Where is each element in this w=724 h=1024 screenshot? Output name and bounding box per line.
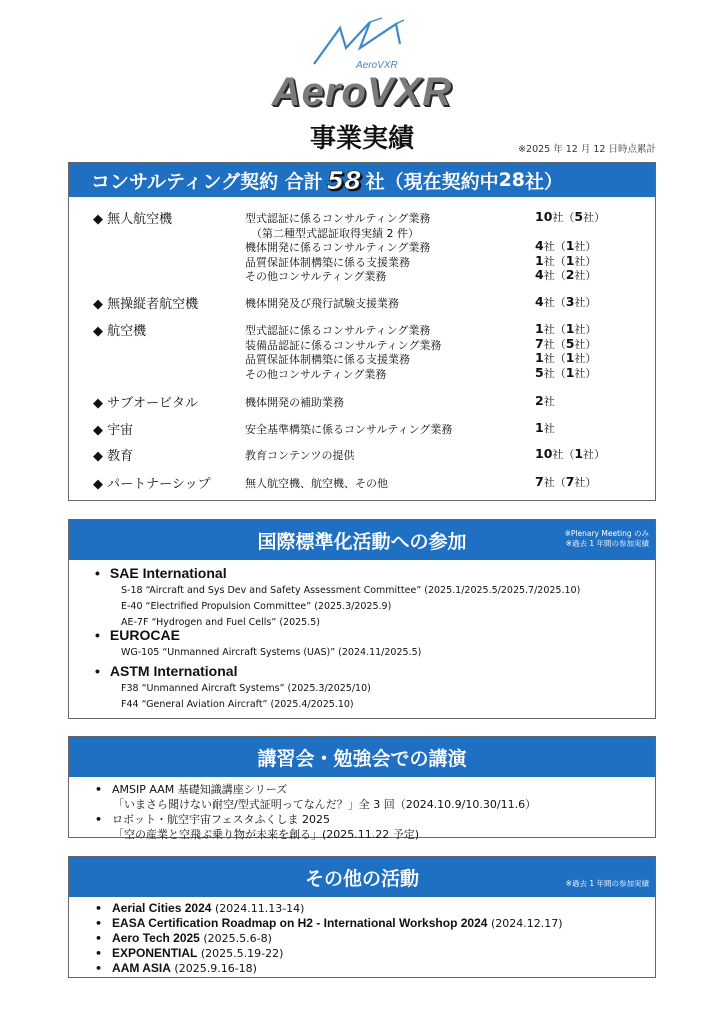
current-count-unit: 社 [574, 352, 586, 365]
activity-item [95, 916, 563, 930]
lecture-detail: 「いまさら聞けない耐空/型式証明ってなんだ？」全 3 回（2024.10.9/10.30/11.6） [113, 798, 537, 811]
count-unit: 社 [543, 476, 555, 489]
count-unit: 社 [552, 448, 564, 461]
count-value: 7 [535, 474, 544, 489]
paren-open: （ [554, 352, 566, 365]
category-name: ◆ 無人航空機 [93, 212, 173, 227]
current-count-value: 1 [565, 364, 575, 380]
paren-close: ） [585, 337, 597, 351]
service-count [535, 420, 555, 436]
category-name: ◆ 無操縦者航空機 [93, 297, 199, 312]
activity-date: (2025.5.6-8) [203, 932, 272, 945]
service-item: 無人航空機、航空機、その他 [245, 477, 388, 490]
category-name: ◆ サブオービタル [93, 396, 198, 411]
count-unit: 社 [552, 211, 564, 224]
count-value: 4 [535, 238, 544, 253]
count-value: 10 [535, 209, 553, 224]
consulting-title-end: 社） [525, 170, 564, 193]
category-name: ◆ 宇宙 [93, 423, 134, 438]
paren-close: ） [594, 211, 606, 224]
lecture-title: • ロボット・航空宇宙フェスタふくしま 2025 [95, 811, 330, 827]
standards-header [69, 520, 655, 560]
committee-item: F38 “Unmanned Aircraft Systems” (2025.3/2025/10) [121, 683, 371, 694]
service-item: 機体開発の補助業務 [245, 396, 344, 409]
current-count-unit: 社 [574, 337, 586, 351]
paren-open: （ [563, 448, 575, 461]
service-item: 品質保証体制構築に係る支援業務 [245, 353, 410, 366]
paren-close: ） [585, 323, 597, 336]
current-count-unit: 社 [583, 211, 595, 224]
lectures-title: 講習会・勉強会での講演 [257, 747, 467, 770]
standards-note-2: ※過去 1 年間の参加実績 [565, 539, 649, 548]
paren-open: （ [563, 211, 575, 224]
service-item: 機体開発及び飛行試験支援業務 [245, 297, 399, 310]
activity-date: (2025.9.16-18) [174, 962, 257, 975]
count-value: 1 [535, 321, 544, 336]
date-note: ※2025 年 12 月 12 日時点累計 [518, 144, 656, 155]
current-count-value: 1 [574, 446, 584, 461]
count-value: 1 [535, 252, 544, 268]
current-count-unit: 社 [583, 448, 595, 461]
category-name: ◆ 教育 [93, 449, 134, 464]
service-item: その他コンサルティング業務 [245, 270, 387, 283]
service-item: 品質保証体制構築に係る支援業務 [245, 255, 410, 269]
lecture-title: • AMSIP AAM 基礎知識講座シリーズ [95, 781, 287, 797]
paren-close: ） [585, 476, 597, 489]
paren-close: ） [594, 448, 606, 461]
lecture-detail: 「空の産業と空飛ぶ乗り物が未来を創る」(2025.11.22 予定) [113, 828, 420, 841]
service-item: 型式認証に係るコンサルティング業務 [245, 212, 431, 225]
paren-open: （ [554, 269, 566, 282]
current-count-unit: 社 [574, 323, 586, 336]
count-value: 5 [535, 364, 544, 380]
current-count-unit: 社 [574, 366, 586, 380]
count-value: 10 [535, 446, 553, 461]
activity-name: EXPONENTIAL [112, 946, 198, 960]
activity-date: (2025.5.19-22) [200, 947, 284, 960]
committee-item: S-18 “Aircraft and Sys Dev and Safety Assessment Committee” (2025.1/2025.5/2025.7/2025.10) [121, 585, 581, 596]
current-count-value: 5 [574, 209, 584, 224]
consulting-panel [68, 162, 656, 501]
activity-item [95, 931, 272, 945]
count-unit: 社 [543, 323, 555, 336]
current-count-unit: 社 [574, 296, 586, 309]
consulting-total: 58 [326, 165, 362, 195]
count-unit: 社 [543, 240, 555, 253]
lectures-panel [68, 736, 656, 841]
standards-panel [68, 519, 656, 719]
service-item: （第二種型式認証取得実績 2 件） [251, 226, 419, 240]
service-item: 安全基準構築に係るコンサルティング業務 [245, 423, 453, 436]
service-item: 装備品認証に係るコンサルティング業務 [245, 338, 442, 352]
logo-mark [300, 14, 424, 70]
page-title: 事業実績 [309, 124, 414, 154]
current-count-unit: 社 [574, 254, 586, 268]
consulting-current: 28 [498, 169, 526, 191]
count-value: 4 [535, 294, 544, 309]
service-count [535, 294, 596, 310]
paren-close: ） [585, 254, 597, 268]
other-title: その他の活動 [304, 867, 419, 890]
paren-open: （ [554, 296, 566, 309]
service-count [535, 209, 605, 225]
service-count [535, 446, 605, 462]
activity-name: EASA Certification Roadmap on H2 - International Workshop 2024 [112, 916, 488, 930]
other-panel [68, 856, 656, 978]
paren-close: ） [585, 269, 597, 282]
other-note: ※過去 1 年間の参加実績 [565, 879, 649, 888]
brand-name: AeroVXR [271, 70, 453, 114]
paren-close: ） [585, 240, 597, 253]
current-count-unit: 社 [574, 269, 586, 282]
count-value: 1 [535, 350, 544, 365]
current-count-value: 7 [565, 474, 575, 489]
paren-open: （ [554, 337, 566, 351]
committee-item: F44 “General Aviation Aircraft” (2025.4/2025.10) [121, 699, 354, 710]
other-header [69, 857, 655, 897]
activity-date: (2024.12.17) [490, 917, 563, 930]
count-unit: 社 [543, 269, 555, 282]
committee-item: AE-7F “Hydrogen and Fuel Cells” (2025.5) [121, 617, 320, 628]
count-value: 1 [535, 420, 544, 435]
consulting-header [69, 163, 655, 197]
count-unit: 社 [543, 366, 555, 380]
activity-item [95, 901, 304, 915]
count-unit: 社 [543, 296, 555, 309]
paren-close: ） [585, 352, 597, 365]
current-count-unit: 社 [574, 476, 586, 489]
activity-name: Aero Tech 2025 [112, 931, 200, 945]
logo-small-text: AeroVXR [356, 60, 398, 70]
current-count-value: 5 [565, 335, 575, 351]
activity-item [95, 961, 257, 975]
lectures-header [69, 737, 655, 777]
current-count-unit: 社 [574, 240, 586, 253]
service-count [535, 393, 555, 409]
paren-open: （ [554, 476, 566, 489]
service-item: その他コンサルティング業務 [245, 367, 387, 381]
current-count-value: 2 [565, 267, 575, 282]
org-name: • EUROCAE [95, 627, 180, 643]
activity-date: (2024.11.13-14) [214, 902, 305, 915]
service-count [535, 267, 596, 283]
paren-open: （ [554, 254, 566, 268]
current-count-value: 3 [565, 294, 575, 309]
count-value: 2 [535, 393, 544, 408]
current-count-value: 1 [565, 252, 575, 268]
paren-close: ） [585, 366, 597, 380]
current-count-value: 1 [565, 321, 575, 336]
count-unit: 社 [543, 254, 555, 268]
activity-name: AAM ASIA [112, 961, 171, 975]
count-unit: 社 [543, 337, 555, 351]
standards-note-1: ※Plenary Meeting のみ [564, 529, 649, 538]
category-name: ◆ 航空機 [93, 324, 147, 339]
count-unit: 社 [543, 395, 555, 408]
consulting-title-post: 社（現在契約中 [365, 170, 499, 193]
activity-item [95, 946, 283, 960]
paren-close: ） [585, 296, 597, 309]
service-item: 機体開発に係るコンサルティング業務 [245, 241, 431, 254]
count-unit: 社 [543, 352, 555, 365]
current-count-value: 1 [565, 238, 575, 253]
service-count [535, 474, 596, 490]
org-name: • SAE International [95, 565, 227, 581]
paren-open: （ [554, 240, 566, 253]
category-name: ◆ パートナーシップ [93, 477, 211, 492]
count-value: 7 [535, 335, 544, 351]
current-count-value: 1 [565, 350, 575, 365]
service-count [535, 365, 596, 381]
service-item: 型式認証に係るコンサルティング業務 [245, 324, 431, 337]
paren-open: （ [554, 323, 566, 336]
standards-title: 国際標準化活動への参加 [257, 530, 467, 553]
org-name: • ASTM International [95, 663, 237, 679]
service-item: 教育コンテンツの提供 [245, 449, 355, 462]
committee-item: WG-105 “Unmanned Aircraft Systems (UAS)” (2024.11/2025.5) [121, 647, 422, 658]
count-unit: 社 [543, 422, 555, 435]
committee-item: E-40 “Electrified Propulsion Committee” (2025.3/2025.9) [121, 601, 392, 612]
consulting-title-pre: コンサルティング契約 合計 [91, 170, 323, 193]
activity-name: Aerial Cities 2024 [112, 901, 212, 915]
paren-open: （ [554, 366, 566, 380]
count-value: 4 [535, 267, 544, 282]
